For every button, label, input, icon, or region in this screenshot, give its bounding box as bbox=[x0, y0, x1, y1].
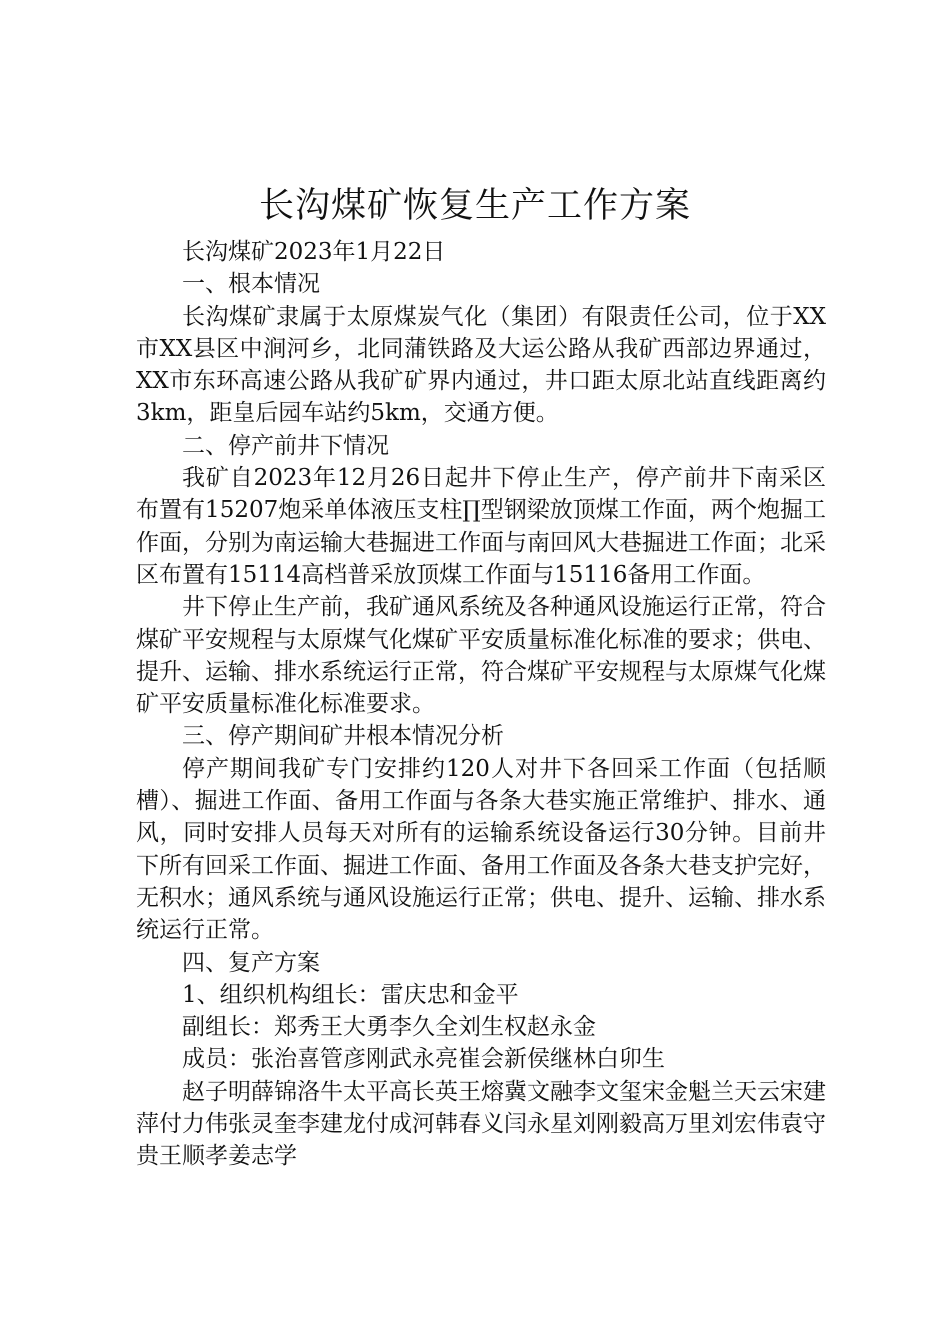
section-heading-3: 三、停产期间矿井根本情况分析 bbox=[182, 723, 504, 750]
document-title: 长沟煤矿恢复生产工作方案 bbox=[258, 186, 691, 226]
paragraph-team-leader: 1、组织机构组长：雷庆忠和金平 bbox=[182, 981, 519, 1008]
paragraph-deputy-leaders: 副组长：郑秀王大勇李久全刘生权赵永金 bbox=[182, 1014, 596, 1041]
document-body bbox=[136, 236, 826, 1173]
author-date-line: 长沟煤矿2023年1月22日 bbox=[182, 239, 446, 265]
paragraph-members: 成员：张治喜管彦刚武永亮崔会新侯继林白卯生 bbox=[182, 1046, 665, 1073]
section-heading-2: 二、停产前井下情况 bbox=[182, 432, 389, 459]
paragraph-pre-shutdown: 我矿自2023年12月26日起井下停止生产，停产前井下南采区布置有15207炮采单体液压支柱∏型钢梁放顶煤工作面，两个炮掘工作面，分别为南运输大巷掘进工作面与南回风大巷掘进工作面；北采区布置有15114高档普采放顶煤工作面与15116备用工作面。 bbox=[136, 465, 826, 588]
section-heading-1: 一、根本情况 bbox=[182, 271, 320, 298]
paragraph-members-continued: 赵子明薛锦洛牛太平高长英王熔冀文融李文玺宋金魁兰天云宋建萍付力伟张灵奎李建龙付成河韩春义闫永星刘刚毅高万里刘宏伟袁守贵王顺孝姜志学 bbox=[136, 1078, 826, 1170]
paragraph-ventilation: 井下停止生产前，我矿通风系统及各种通风设施运行正常，符合煤矿平安规程与太原煤气化煤矿平安质量标准化标准的要求；供电、提升、运输、排水系统运行正常，符合煤矿平安规程与太原煤气化煤矿平安质量标准化标准要求。 bbox=[136, 594, 826, 718]
paragraph-basic-info: 长沟煤矿隶属于太原煤炭气化（集团）有限责任公司，位于XX市XX县区中涧河乡，北同蒲铁路及大运公路从我矿西部边界通过，XX市东环高速公路从我矿矿界内通过，井口距太原北站直线距离约3km，距皇后园车站约5km，交通方便。 bbox=[136, 303, 826, 427]
section-heading-4: 四、复产方案 bbox=[182, 949, 320, 976]
paragraph-shutdown-analysis: 停产期间我矿专门安排约120人对井下各回采工作面（包括顺槽）、掘进工作面、备用工作面与各条大巷实施正常维护、排水、通风，同时安排人员每天对所有的运输系统设备运行30分钟。目前井下所有回采工作面、掘进工作面、备用工作面及各条大巷支护完好，无积水；通风系统与通风设施运行正常；供电、提升、运输、排水系统运行正常。 bbox=[136, 755, 826, 944]
